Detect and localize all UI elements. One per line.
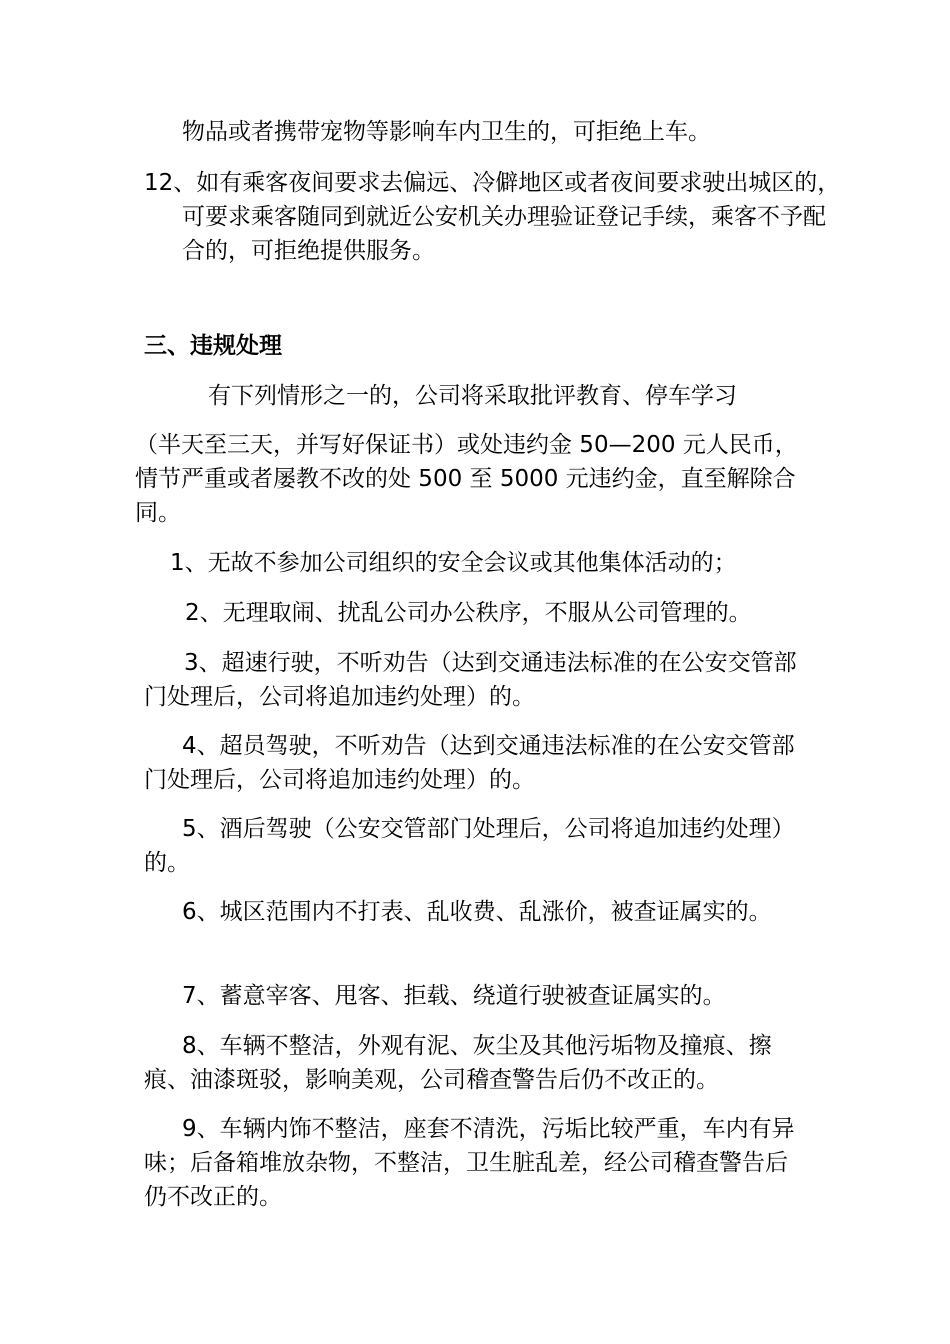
violation-item-2: 2、无理取闹、扰乱公司办公秩序，不服从公司管理的。 (185, 600, 752, 626)
paragraph-continuation: 物品或者携带宠物等影响车内卫生的，可拒绝上车。 (182, 119, 711, 145)
intro-paragraph-first-line: 有下列情形之一的，公司将采取批评教育、停车学习 (208, 383, 737, 409)
violation-item-9: 9、车辆内饰不整洁，座套不清洗，污垢比较严重，车内有异味；后备箱堆放杂物，不整洁，卫生脏乱差，经公司稽查警告后仍不改正的。 (144, 1116, 795, 1210)
violation-item-7: 7、蓄意宰客、甩客、拒载、绕道行驶被查证属实的。 (182, 983, 726, 1009)
violation-item-6: 6、城区范围内不打表、乱收费、乱涨价，被查证属实的。 (182, 899, 772, 925)
intro-paragraph: （半天至三天，并写好保证书）或处违约金 50—200 元人民币，情节严重或者屡教不改的处 500 至 5000 元违约金，直至解除合同。 (135, 432, 798, 526)
violation-item-1: 1、无故不参加公司组织的安全会议或其他集体活动的； (170, 550, 737, 576)
violation-item-8: 8、车辆不整洁，外观有泥、灰尘及其他污垢物及撞痕、擦痕、油漆斑驳，影响美观，公司稽查警告后仍不改正的。 (144, 1033, 772, 1093)
section-heading: 三、违规处理 (144, 333, 282, 359)
violation-item-5: 5、酒后驾驶（公安交管部门处理后，公司将追加违约处理）的。 (144, 816, 795, 876)
violation-item-4: 4、超员驾驶，不听劝告（达到交通违法标准的在公安交管部门处理后，公司将追加违约处理）的。 (144, 733, 795, 793)
violation-item-3: 3、超速行驶，不听劝告（达到交通违法标准的在公安交管部门处理后，公司将追加违约处理）的。 (144, 650, 797, 710)
list-item-12: 12、如有乘客夜间要求去偏远、冷僻地区或者夜间要求驶出城区的，可要求乘客随同到就近公安机关办理验证登记手续，乘客不予配合的，可拒绝提供服务。 (144, 170, 841, 264)
